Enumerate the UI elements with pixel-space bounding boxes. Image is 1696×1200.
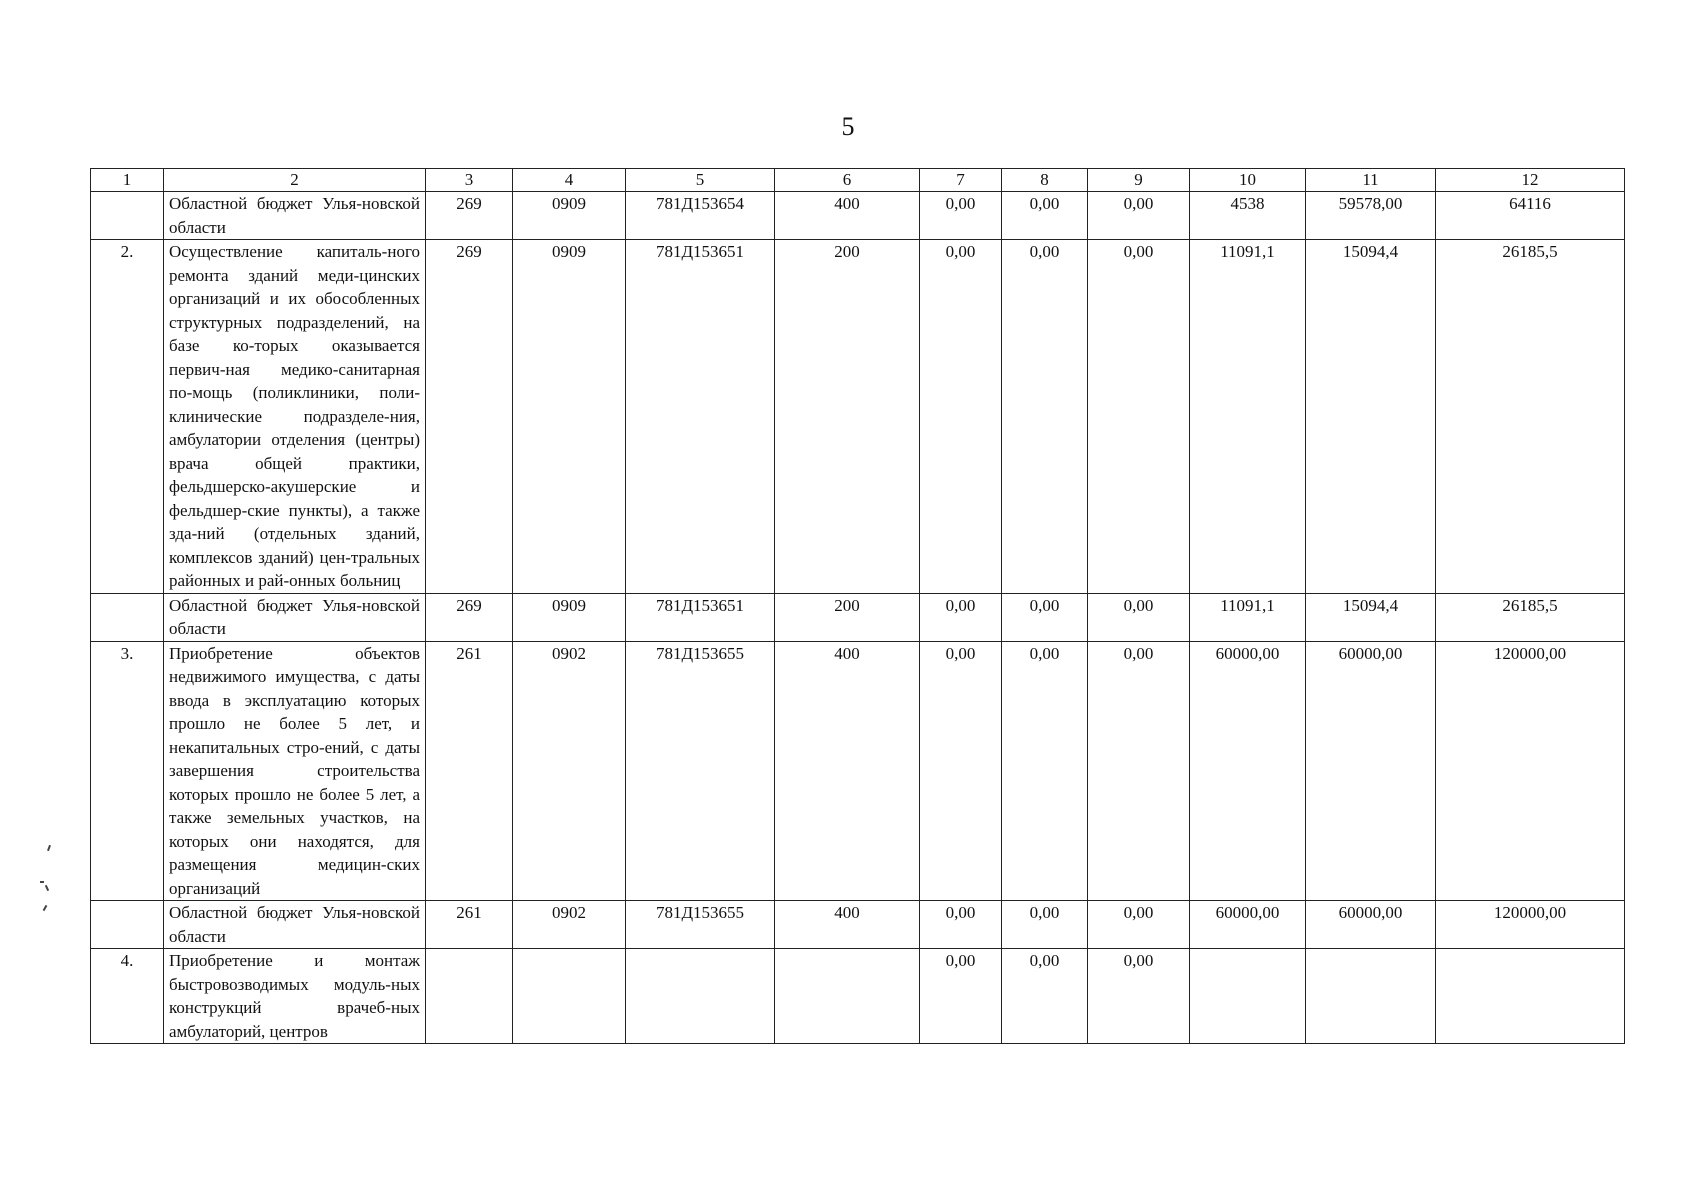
cell-col4: 0902 — [513, 641, 626, 901]
header-cell: 6 — [775, 169, 920, 192]
cell-col10 — [1190, 949, 1306, 1044]
cell-col5 — [626, 949, 775, 1044]
row-description: Областной бюджет Улья-новской области — [164, 901, 426, 949]
table-header — [91, 169, 1625, 192]
cell-col8: 0,00 — [1002, 949, 1088, 1044]
cell-col3: 269 — [426, 593, 513, 641]
header-cell: 3 — [426, 169, 513, 192]
cell-col4 — [513, 949, 626, 1044]
cell-col8: 0,00 — [1002, 901, 1088, 949]
header-cell: 5 — [626, 169, 775, 192]
table-row — [91, 641, 1625, 901]
row-number: 4. — [91, 949, 164, 1044]
row-description: Областной бюджет Улья-новской области — [164, 593, 426, 641]
cell-col3: 261 — [426, 641, 513, 901]
cell-col7: 0,00 — [920, 641, 1002, 901]
cell-col3: 269 — [426, 192, 513, 240]
row-description: Областной бюджет Улья-новской области — [164, 192, 426, 240]
table-row — [91, 192, 1625, 240]
cell-col6: 400 — [775, 901, 920, 949]
cell-col3: 269 — [426, 240, 513, 594]
cell-col8: 0,00 — [1002, 641, 1088, 901]
row-description: Осуществление капиталь-ного ремонта зданий меди-цинских организаций и их обособленных структурных подразделений, на базе ко-торых оказывается первич-ная медико-санитарная по-мощь (поликлиники, поли-клинические подразделе-ния, амбулатории отделения (центры) врача общей практики, фельдшерско-акушерские и фельдшер-ские пункты), а также зда-ний (отдельных зданий, комплексов зданий) цен-тральных районных и рай-онных больниц — [164, 240, 426, 594]
header-cell: 2 — [164, 169, 426, 192]
cell-col10: 60000,00 — [1190, 641, 1306, 901]
page-number: 5 — [841, 112, 855, 141]
cell-col12: 120000,00 — [1436, 641, 1625, 901]
header-row — [91, 169, 1625, 192]
cell-col3: 261 — [426, 901, 513, 949]
cell-col11: 15094,4 — [1306, 240, 1436, 594]
header-cell: 9 — [1088, 169, 1190, 192]
cell-col10: 4538 — [1190, 192, 1306, 240]
cell-col11: 60000,00 — [1306, 901, 1436, 949]
cell-col11: 59578,00 — [1306, 192, 1436, 240]
row-description: Приобретение и монтаж быстровозводимых модуль-ных конструкций врачеб-ных амбулаторий, центров — [164, 949, 426, 1044]
header-cell: 10 — [1190, 169, 1306, 192]
cell-col9: 0,00 — [1088, 192, 1190, 240]
cell-col4: 0909 — [513, 192, 626, 240]
cell-col10: 11091,1 — [1190, 593, 1306, 641]
cell-col6: 200 — [775, 593, 920, 641]
cell-col12 — [1436, 949, 1625, 1044]
table-row — [91, 240, 1625, 594]
row-number — [91, 192, 164, 240]
scan-speck — [40, 881, 44, 883]
scan-speck — [43, 905, 48, 911]
cell-col9: 0,00 — [1088, 901, 1190, 949]
cell-col3 — [426, 949, 513, 1044]
row-number — [91, 901, 164, 949]
cell-col4: 0902 — [513, 901, 626, 949]
cell-col5: 781Д153651 — [626, 593, 775, 641]
cell-col12: 120000,00 — [1436, 901, 1625, 949]
cell-col6: 400 — [775, 641, 920, 901]
header-cell: 11 — [1306, 169, 1436, 192]
table-row — [91, 593, 1625, 641]
cell-col11 — [1306, 949, 1436, 1044]
cell-col5: 781Д153655 — [626, 641, 775, 901]
cell-col7: 0,00 — [920, 192, 1002, 240]
scan-speck — [45, 885, 49, 891]
cell-col10: 60000,00 — [1190, 901, 1306, 949]
cell-col9: 0,00 — [1088, 641, 1190, 901]
cell-col7: 0,00 — [920, 593, 1002, 641]
row-number: 2. — [91, 240, 164, 594]
cell-col8: 0,00 — [1002, 240, 1088, 594]
cell-col12: 64116 — [1436, 192, 1625, 240]
cell-col4: 0909 — [513, 240, 626, 594]
row-description: Приобретение объектов недвижимого имущества, с даты ввода в эксплуатацию которых прошло не более 5 лет, и некапитальных стро-ений, с даты завершения строительства которых прошло не более 5 лет, а также земельных участков, на которых они находятся, для размещения медицин-ских организаций — [164, 641, 426, 901]
cell-col6: 400 — [775, 192, 920, 240]
cell-col9: 0,00 — [1088, 593, 1190, 641]
header-cell: 7 — [920, 169, 1002, 192]
row-number — [91, 593, 164, 641]
cell-col6: 200 — [775, 240, 920, 594]
cell-col11: 60000,00 — [1306, 641, 1436, 901]
header-cell: 12 — [1436, 169, 1625, 192]
cell-col5: 781Д153655 — [626, 901, 775, 949]
row-number: 3. — [91, 641, 164, 901]
scan-speck — [47, 845, 51, 851]
cell-col12: 26185,5 — [1436, 240, 1625, 594]
table-body — [91, 192, 1625, 1044]
cell-col10: 11091,1 — [1190, 240, 1306, 594]
cell-col8: 0,00 — [1002, 593, 1088, 641]
scan-specks — [36, 845, 56, 925]
table-row — [91, 949, 1625, 1044]
header-cell: 1 — [91, 169, 164, 192]
header-cell: 8 — [1002, 169, 1088, 192]
cell-col9: 0,00 — [1088, 240, 1190, 594]
cell-col11: 15094,4 — [1306, 593, 1436, 641]
cell-col7: 0,00 — [920, 901, 1002, 949]
table-row — [91, 901, 1625, 949]
cell-col7: 0,00 — [920, 949, 1002, 1044]
cell-col5: 781Д153651 — [626, 240, 775, 594]
cell-col7: 0,00 — [920, 240, 1002, 594]
header-cell: 4 — [513, 169, 626, 192]
cell-col4: 0909 — [513, 593, 626, 641]
cell-col5: 781Д153654 — [626, 192, 775, 240]
cell-col6 — [775, 949, 920, 1044]
cell-col12: 26185,5 — [1436, 593, 1625, 641]
cell-col8: 0,00 — [1002, 192, 1088, 240]
cell-col9: 0,00 — [1088, 949, 1190, 1044]
budget-table — [90, 168, 1625, 1044]
